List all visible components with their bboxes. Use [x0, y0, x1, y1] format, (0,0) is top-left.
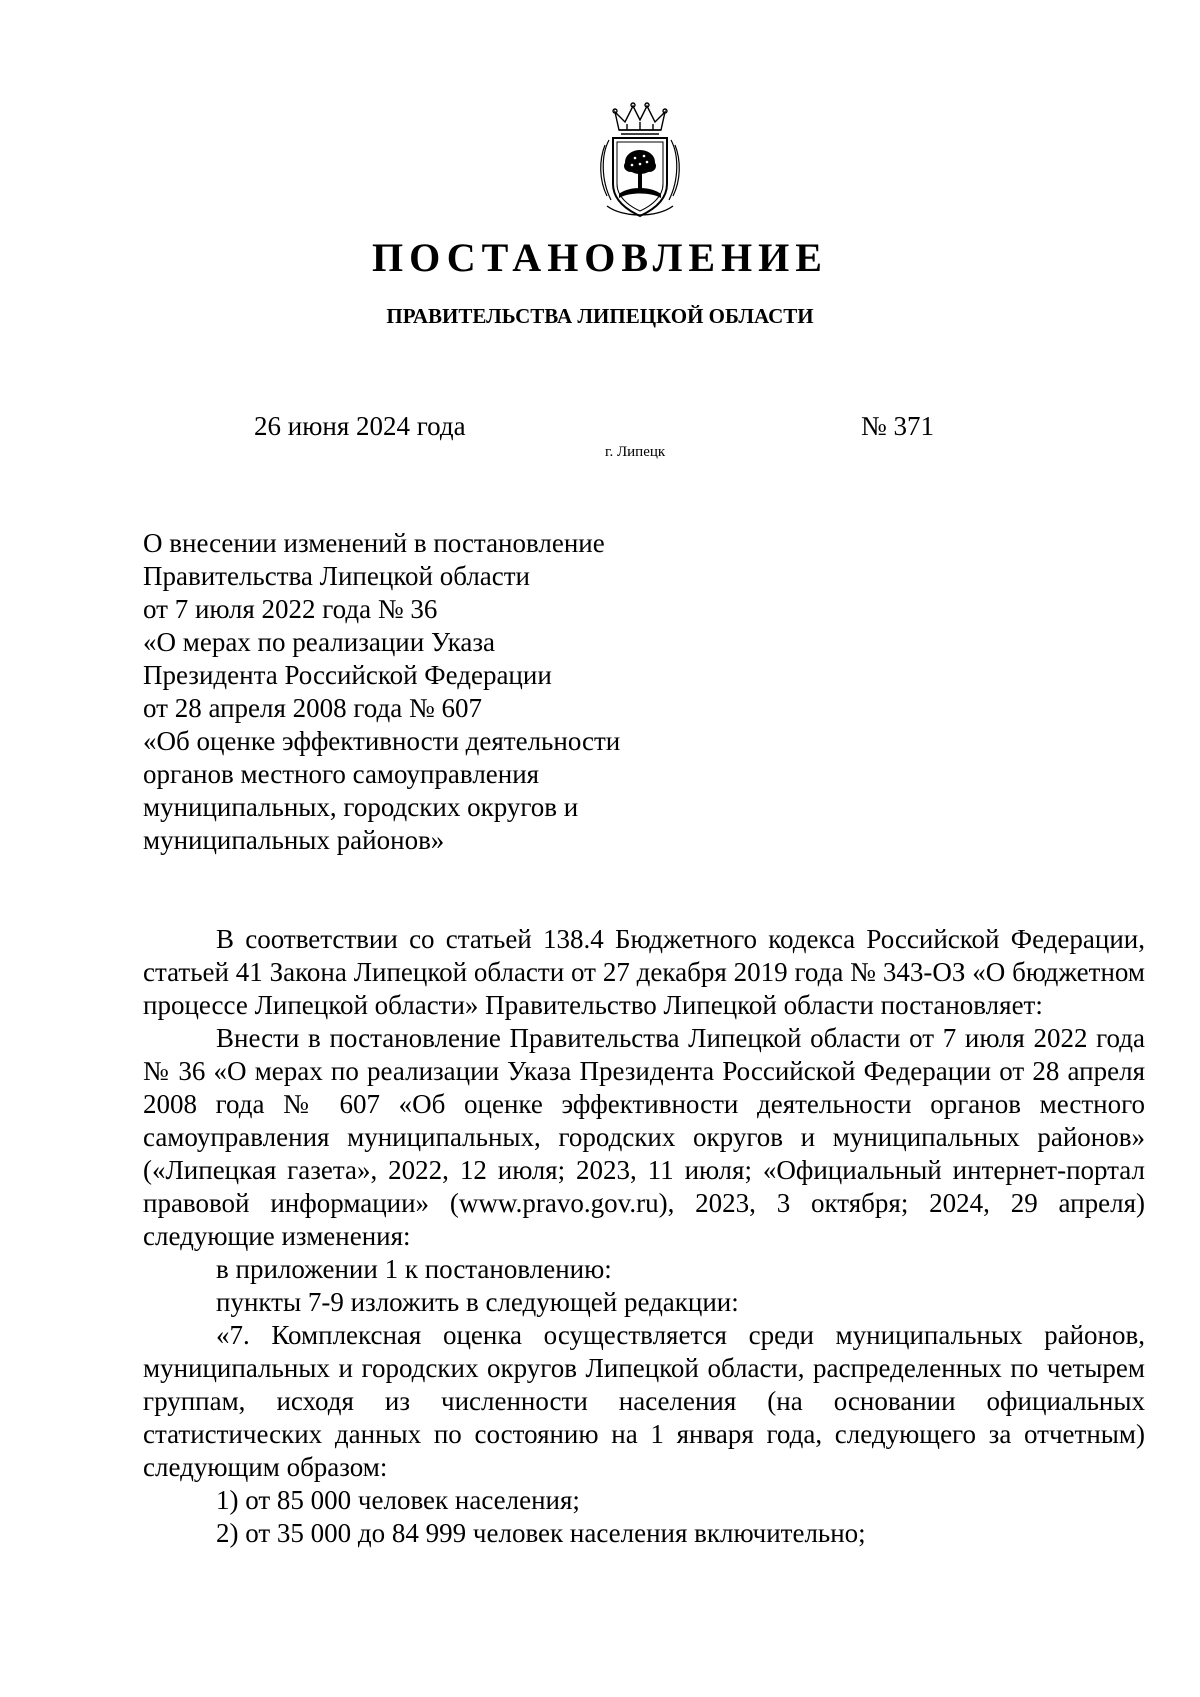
subject-line: «Об оценке эффективности деятельности [143, 726, 621, 756]
document-number: № 371 [861, 411, 935, 441]
subject-line: муниципальных районов» [143, 825, 445, 855]
document-subtitle: ПРАВИТЕЛЬСТВА ЛИПЕЦКОЙ ОБЛАСТИ [386, 304, 814, 328]
document-subject [143, 527, 703, 857]
body-paragraph: в приложении 1 к постановлению: [216, 1254, 612, 1284]
lipetsk-oblast-coat-of-arms-icon [597, 100, 683, 220]
body-paragraph: 1) от 85 000 человек населения; [216, 1485, 580, 1515]
document-date: 26 июня 2024 года [254, 411, 466, 441]
subject-line: «О мерах по реализации Указа [143, 627, 496, 657]
subject-line: О внесении изменений в постановление [143, 528, 605, 558]
subject-line: органов местного самоуправления [143, 759, 540, 789]
subject-line: от 7 июля 2022 года № 36 [143, 594, 438, 624]
body-paragraph: 2) от 35 000 до 84 999 человек населения включительно; [216, 1518, 866, 1548]
subject-line: Правительства Липецкой области [143, 561, 531, 591]
body-paragraph: пункты 7-9 изложить в следующей редакции: [216, 1287, 739, 1317]
subject-line: Президента Российской Федерации [143, 660, 552, 690]
document-city: г. Липецк [605, 444, 666, 460]
document-body [143, 923, 1145, 1550]
body-paragraph: В соответствии со статьей 138.4 Бюджетного кодекса Российской Федерации, статьей 41 Закона Липецкой области от 27 декабря 2019 года № 343-ОЗ «О бюджетном процессе Липецкой области» Правительство Липецкой области постановляет: [143, 924, 1145, 1020]
body-paragraph: «7. Комплексная оценка осуществляется среди муниципальных районов, муниципальных и городских округов Липецкой области, распределенных по четырем группам, исходя из численности населения (на основании официальных статистических данных по состоянию на 1 января года, следующего за отчетным) следующим образом: [143, 1320, 1145, 1482]
body-paragraph: Внести в постановление Правительства Липецкой области от 7 июля 2022 года № 36 «О мерах по реализации Указа Президента Российской Федерации от 28 апреля 2008 года № 607 «Об оценке эффективности деятельности органов местного самоуправления муниципальных, городских округов и муниципальных районов» («Липецкая газета», 2022, 12 июля; 2023, 11 июля; «Официальный интернет-портал правовой информации» (www.pravo.gov.ru), 2023, 3 октября; 2024, 29 апреля) следующие изменения: [143, 1023, 1145, 1251]
document-title: ПОСТАНОВЛЕНИЕ [372, 235, 828, 280]
subject-line: от 28 апреля 2008 года № 607 [143, 693, 483, 723]
subject-line: муниципальных, городских округов и [143, 792, 579, 822]
